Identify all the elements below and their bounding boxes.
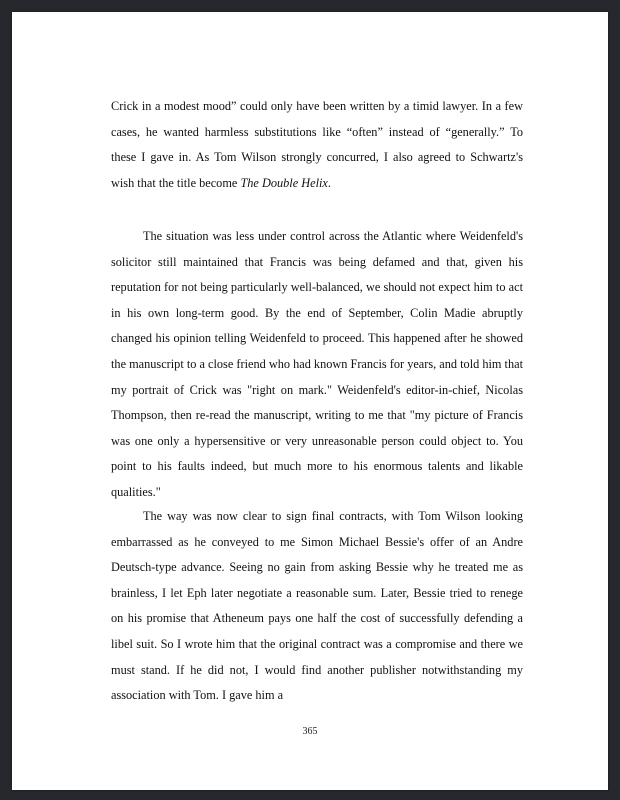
page-number: 365 [302,726,318,737]
paragraph-1-end: . [327,175,331,190]
book-title: The Double Helix [240,175,328,190]
paragraph-1-text: Crick in a modest mood” could only have been written by a timid lawyer. In a few cases, he wanted harmless substitutions like “often” instead of “generally.” To these I gave in. As Tom Wilson strongly concurred, I also agreed to Schwartz's wish that the title become [111,99,523,190]
paragraph-3 [111,504,523,709]
document-page [12,12,608,790]
paragraph-1 [111,94,523,196]
paragraph-3-text: The way was now clear to sign final contracts, with Tom Wilson looking embarrassed as he conveyed to me Simon Michael Bessie's offer of an Andre Deutsch-type advance. Seeing no gain from asking Bessie why he treated me as brainless, I let Eph later negotiate a reasonable sum. Later, Bessie tried to renege on his promise that Atheneum pays one half the cost of successfully defending a libel suit. So I wrote him that the original contract was a compromise and there we must stand. If he did not, I would find another publisher notwithstanding my association with Tom. I gave him a [111,509,523,703]
paragraph-2-text: The situation was less under control across the Atlantic where Weidenfeld's solicitor still maintained that Francis was being defamed and that, given his reputation for not being particularly well-balanced, we should not expect him to act in his own long-term good. By the end of September, Colin Madie abruptly changed his opinion telling Weidenfeld to proceed. This happened after he showed the manuscript to a close friend who had known Francis for years, and told him that my portrait of Crick was "right on mark." Weidenfeld's editor-in-chief, Nicolas Thompson, then re-read the manuscript, writing to me that "my picture of Francis was one only a hypersensitive or very unreasonable person could object to. You point to his faults indeed, but much more to his enormous talents and likable qualities." [111,229,523,499]
paragraph-2 [111,224,523,506]
